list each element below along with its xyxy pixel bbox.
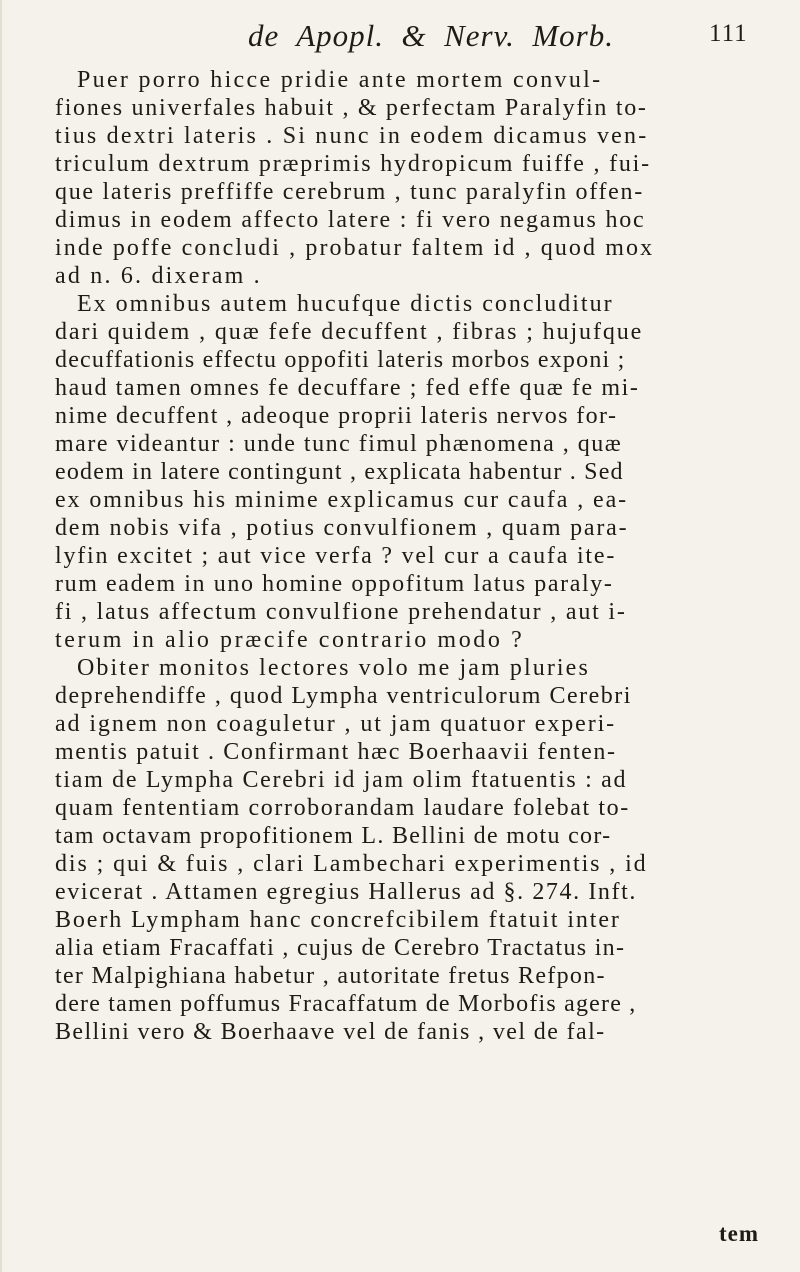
text-line: haud tamen omnes fe decuffare ; fed effe quæ fe mi- [55,375,640,401]
text-line: quam fententiam corroborandam laudare folebat to- [55,795,630,821]
text-line: dem nobis vifa , potius convulfionem , quam para- [55,515,629,541]
text-line: Boerh Lympham hanc concrefcibilem ftatuit inter [55,907,621,933]
text-line: evicerat . Attamen egregius Hallerus ad §. 274. Inft. [55,879,637,905]
page-edge [0,0,2,1272]
text-line: triculum dextrum præprimis hydropicum fuiffe , fui- [55,151,651,177]
text-line: que lateris preffiffe cerebrum , tunc paralyfin offen- [55,179,644,205]
text-line: tius dextri lateris . Si nunc in eodem dicamus ven- [55,123,649,149]
catchword: tem [719,1221,760,1246]
text-line: tiam de Lympha Cerebri id jam olim ftatuentis : ad [55,767,628,793]
text-line: dimus in eodem affecto latere : fi vero negamus hoc [55,207,646,233]
text-line: lyfin excitet ; aut vice verfa ? vel cur a caufa ite- [55,543,617,569]
text-line: dari quidem , quæ fefe decuffent , fibras ; hujufque [55,319,644,345]
text-line: tam octavam propofitionem L. Bellini de motu cor- [55,823,612,849]
text-line: dis ; qui & fuis , clari Lambechari experimentis , id [55,851,648,877]
text-line: decuffationis effectu oppofiti lateris morbos exponi ; [55,347,626,373]
text-line: terum in alio præcife contrario modo ? [55,627,525,653]
text-line: deprehendiffe , quod Lympha ventriculorum Cerebri [55,683,632,709]
text-line: fiones univerfales habuit , & perfectam Paralyfin to- [55,95,648,121]
text-line: nime decuffent , adeoque proprii lateris nervos for- [55,403,618,429]
text-line: Bellini vero & Boerhaave vel de fanis , vel de fal- [55,1019,606,1045]
text-line: inde poffe concludi , probatur faltem id , quod mox [55,235,655,261]
page-number: 111 [709,20,748,47]
text-line: alia etiam Fracaffati , cujus de Cerebro Tractatus in- [55,935,626,961]
text-line: rum eadem in uno homine oppofitum latus paraly- [55,571,614,597]
text-line: fi , latus affectum convulfione prehendatur , aut i- [55,599,627,625]
text-line: Obiter monitos lectores volo me jam pluries [77,655,590,681]
text-line: ex omnibus his minime explicamus cur caufa , ea- [55,487,629,513]
text-line: mare videantur : unde tunc fimul phænomena , quæ [55,431,623,457]
text-line: Ex omnibus autem hucufque dictis concluditur [77,291,614,317]
text-line: Puer porro hicce pridie ante mortem convul- [77,67,603,93]
text-line: mentis patuit . Confirmant hæc Boerhaavii fenten- [55,739,617,765]
running-title: de Apopl. & Nerv. Morb. [248,18,614,53]
text-line: ad n. 6. dixeram . [55,263,262,289]
text-line: dere tamen poffumus Fracaffatum de Morbofis agere , [55,991,637,1017]
text-line: eodem in latere contingunt , explicata habentur . Sed [55,459,624,485]
text-line: ad ignem non coaguletur , ut jam quatuor experi- [55,711,617,737]
page-header [0,14,800,54]
text-line: ter Malpighiana habetur , autoritate fretus Refpon- [55,963,606,989]
